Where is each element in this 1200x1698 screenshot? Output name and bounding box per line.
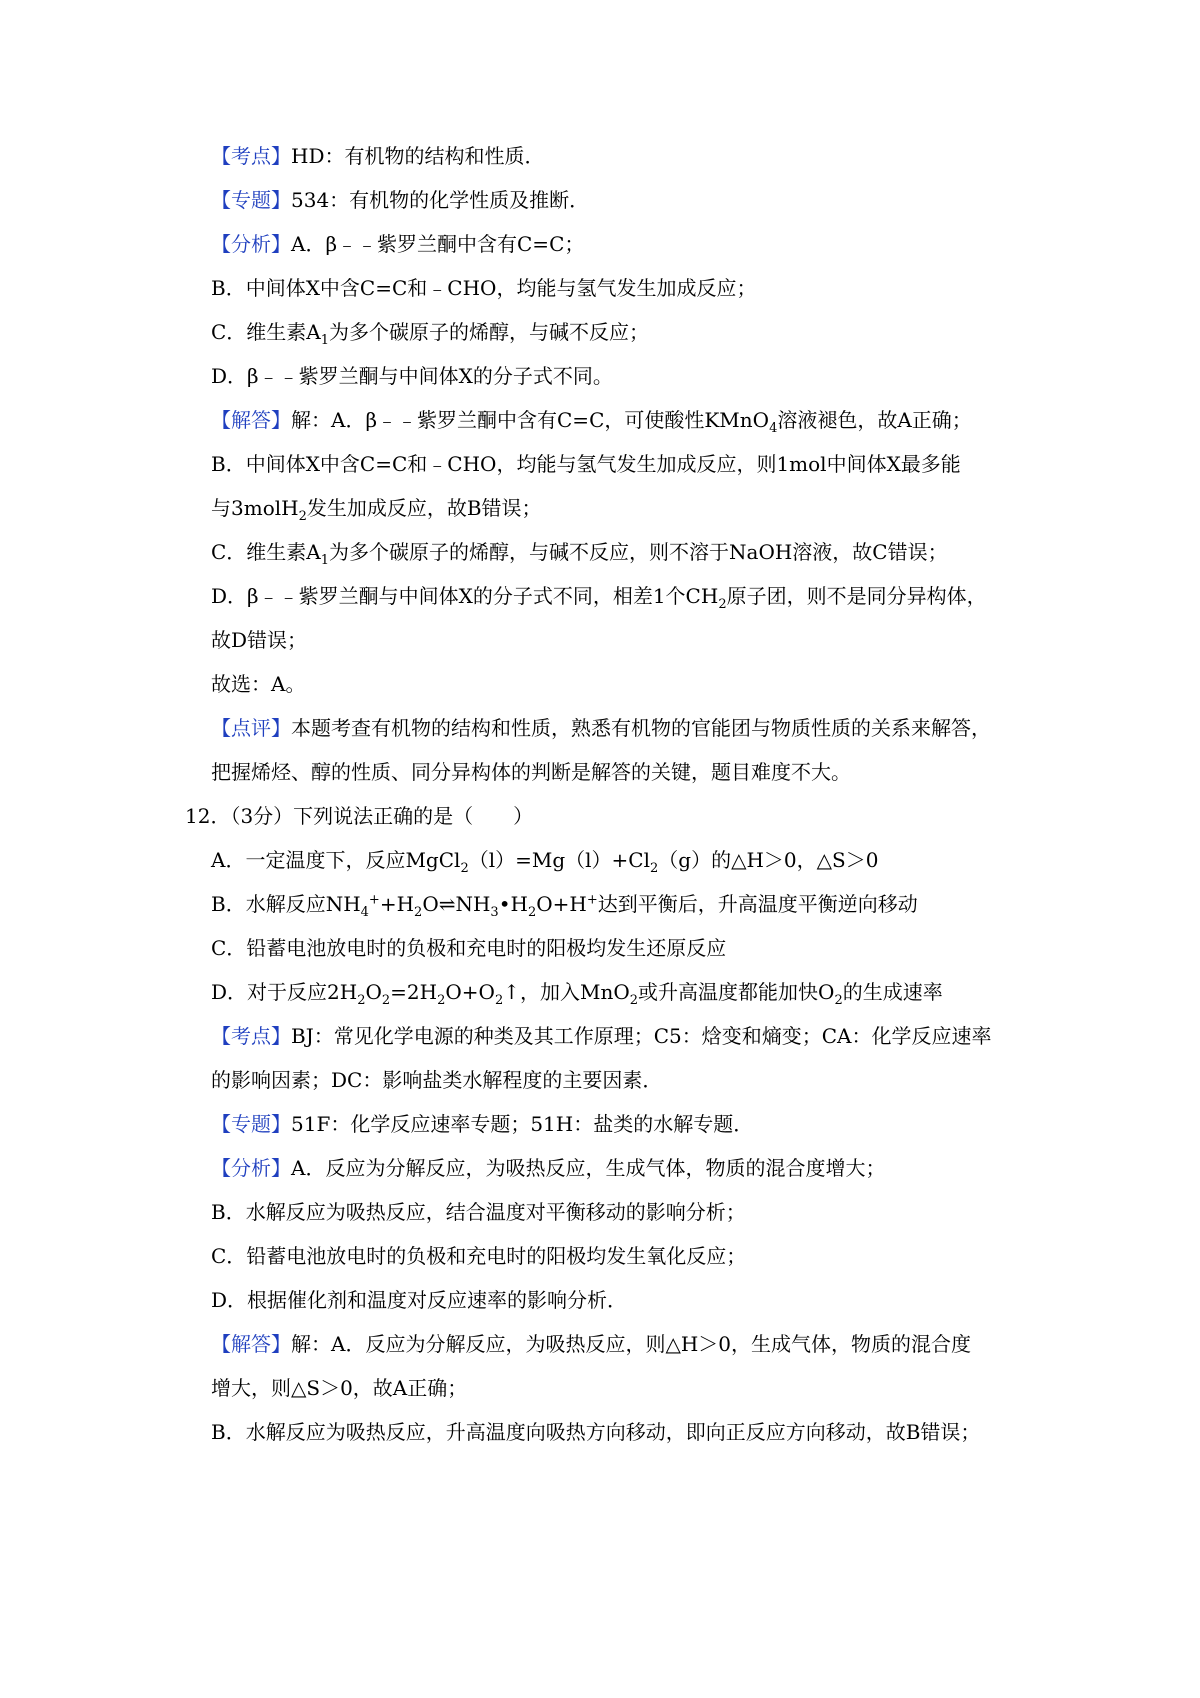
q11-jieda-d2: 故D错误； xyxy=(211,628,308,652)
q11-jieda-line xyxy=(211,407,972,436)
text-run: 为多个碳原子的烯醇，与碱不反应，则不溶于NaOH溶液，故C错误； xyxy=(329,540,948,564)
dianping-tag: 【点评】 xyxy=(211,716,291,740)
jieda-tag: 【解答】 xyxy=(211,1332,291,1356)
text-run: 或升高温度都能加快O xyxy=(638,980,835,1004)
text-run: BJ：常见化学电源的种类及其工作原理；C5：焓变和熵变；CA：化学反应速率 xyxy=(291,1024,992,1048)
subscript: 4 xyxy=(769,421,778,436)
text-run: 原子团，则不是同分异构体， xyxy=(726,584,987,608)
text-run: O+O xyxy=(445,980,495,1004)
subscript: 2 xyxy=(414,905,423,920)
text-run: 达到平衡后，升高温度平衡逆向移动 xyxy=(597,892,918,916)
text-run: 发生加成反应，故B错误； xyxy=(306,496,542,520)
zhuanti-tag: 【专题】 xyxy=(211,1112,291,1136)
q12-zhuanti-line xyxy=(211,1111,753,1137)
subscript: 2 xyxy=(718,597,727,612)
subscript: 2 xyxy=(298,509,307,524)
q12-jieda-line xyxy=(211,1331,971,1357)
text-run: 解：A．反应为分解反应，为吸热反应，则△H＞0，生成气体，物质的混合度 xyxy=(291,1332,971,1356)
q12-fenxi-b: B．水解反应为吸热反应，结合温度对平衡移动的影响分析； xyxy=(211,1200,746,1224)
text-run: 本题考查有机物的结构和性质，熟悉有机物的官能团与物质性质的关系来解答， xyxy=(291,716,991,740)
q11-fenxi-d: D．β﹣﹣紫罗兰酮与中间体X的分子式不同。 xyxy=(211,364,613,388)
q11-jieda-c xyxy=(211,539,948,568)
text-run: 与3molH xyxy=(211,496,299,520)
subscript: 2 xyxy=(527,905,537,920)
text-run: 解：A．β﹣﹣紫罗兰酮中含有C=C，可使酸性KMnO xyxy=(291,408,770,432)
text-run: 的生成速率 xyxy=(842,980,943,1004)
text-run: C．维生素A xyxy=(211,540,321,564)
fenxi-tag: 【分析】 xyxy=(211,232,291,256)
q11-jieda-b1: B．中间体X中含C=C和﹣CHO，均能与氢气发生加成反应，则1mol中间体X最多能 xyxy=(211,452,961,476)
q12-kaodian-line xyxy=(211,1023,992,1049)
subscript: 3 xyxy=(490,905,499,920)
jieda-tag: 【解答】 xyxy=(211,408,291,432)
subscript: 2 xyxy=(494,993,504,1008)
text-run: A．一定温度下，反应MgCl xyxy=(211,848,461,872)
kaodian-text: HD：有机物的结构和性质． xyxy=(291,144,545,168)
fenxi-a: A．β﹣﹣紫罗兰酮中含有C=C； xyxy=(291,232,585,256)
subscript: 2 xyxy=(381,993,391,1008)
subscript: 2 xyxy=(357,993,366,1008)
text-run: D．β﹣﹣紫罗兰酮与中间体X的分子式不同，相差1个CH xyxy=(211,584,719,608)
q12-jieda-b: B．水解反应为吸热反应，升高温度向吸热方向移动，即向正反应方向移动，故B错误； xyxy=(211,1420,981,1444)
q12-stem: 12．（3分）下列说法正确的是（ ） xyxy=(185,804,534,828)
subscript: 2 xyxy=(650,861,659,876)
text-run: B．水解反应NH xyxy=(211,892,361,916)
q11-jieda-choice: 故选：A。 xyxy=(211,672,306,696)
text-run: ↑，加入MnO xyxy=(503,980,630,1004)
zhuanti-text: 534：有机物的化学性质及推断． xyxy=(291,188,590,212)
q12-option-d xyxy=(211,979,943,1008)
q12-jieda-a2: 增大，则△S＞0，故A正确； xyxy=(211,1376,468,1400)
text-run: •H xyxy=(498,892,528,916)
text-run: （g）的△H＞0，△S＞0 xyxy=(658,848,879,872)
q11-fenxi-b: B．中间体X中含C=C和﹣CHO，均能与氢气发生加成反应； xyxy=(211,276,757,300)
kaodian-tag: 【考点】 xyxy=(211,144,291,168)
text-run: =2H xyxy=(390,980,438,1004)
text-run: +H xyxy=(379,892,415,916)
kaodian-tag: 【考点】 xyxy=(211,1024,291,1048)
text-run: D．对于反应2H xyxy=(211,980,358,1004)
q11-zhuanti-line xyxy=(211,187,589,213)
q11-dianping-line xyxy=(211,715,991,741)
superscript: + xyxy=(368,892,380,908)
q12-option-b xyxy=(211,891,918,920)
q12-fenxi-c: C．铅蓄电池放电时的负极和充电时的阳极均发生氧化反应； xyxy=(211,1244,747,1268)
subscript: 1 xyxy=(320,553,330,568)
fenxi-tag: 【分析】 xyxy=(211,1156,291,1180)
text-run: O+H xyxy=(536,892,587,916)
q12-kaodian-2: 的影响因素；DC：影响盐类水解程度的主要因素． xyxy=(211,1068,663,1092)
text-run: C．维生素A xyxy=(211,320,321,344)
text-run: 溶液褪色，故A正确； xyxy=(777,408,972,432)
subscript: 4 xyxy=(360,905,369,920)
zhuanti-tag: 【专题】 xyxy=(211,188,291,212)
text-run: A．反应为分解反应，为吸热反应，生成气体，物质的混合度增大； xyxy=(291,1156,886,1180)
text-run: O xyxy=(365,980,382,1004)
text-run: （l）=Mg（l）+Cl xyxy=(468,848,651,872)
q12-fenxi-d: D．根据催化剂和温度对反应速率的影响分析． xyxy=(211,1288,628,1312)
q11-fenxi-c xyxy=(211,319,650,348)
q11-kaodian-line xyxy=(211,143,544,169)
q11-jieda-b2 xyxy=(211,495,542,524)
q11-fenxi-line xyxy=(211,231,584,257)
superscript: + xyxy=(586,892,598,908)
q12-fenxi-line xyxy=(211,1155,885,1181)
subscript: 2 xyxy=(834,993,843,1008)
subscript: 2 xyxy=(460,861,469,876)
text-run: 为多个碳原子的烯醇，与碱不反应； xyxy=(329,320,650,344)
subscript: 2 xyxy=(437,993,446,1008)
text-run: 51F：化学反应速率专题；51H：盐类的水解专题． xyxy=(291,1112,754,1136)
text-run: O⇌NH xyxy=(422,892,491,916)
q11-dianping-2: 把握烯烃、醇的性质、同分异构体的判断是解答的关键，题目难度不大。 xyxy=(211,760,851,784)
q12-option-a xyxy=(211,847,879,876)
q12-option-c: C．铅蓄电池放电时的负极和充电时的阳极均发生还原反应 xyxy=(211,936,727,960)
subscript: 1 xyxy=(320,333,330,348)
subscript: 2 xyxy=(629,993,639,1008)
q11-jieda-d1 xyxy=(211,583,987,612)
